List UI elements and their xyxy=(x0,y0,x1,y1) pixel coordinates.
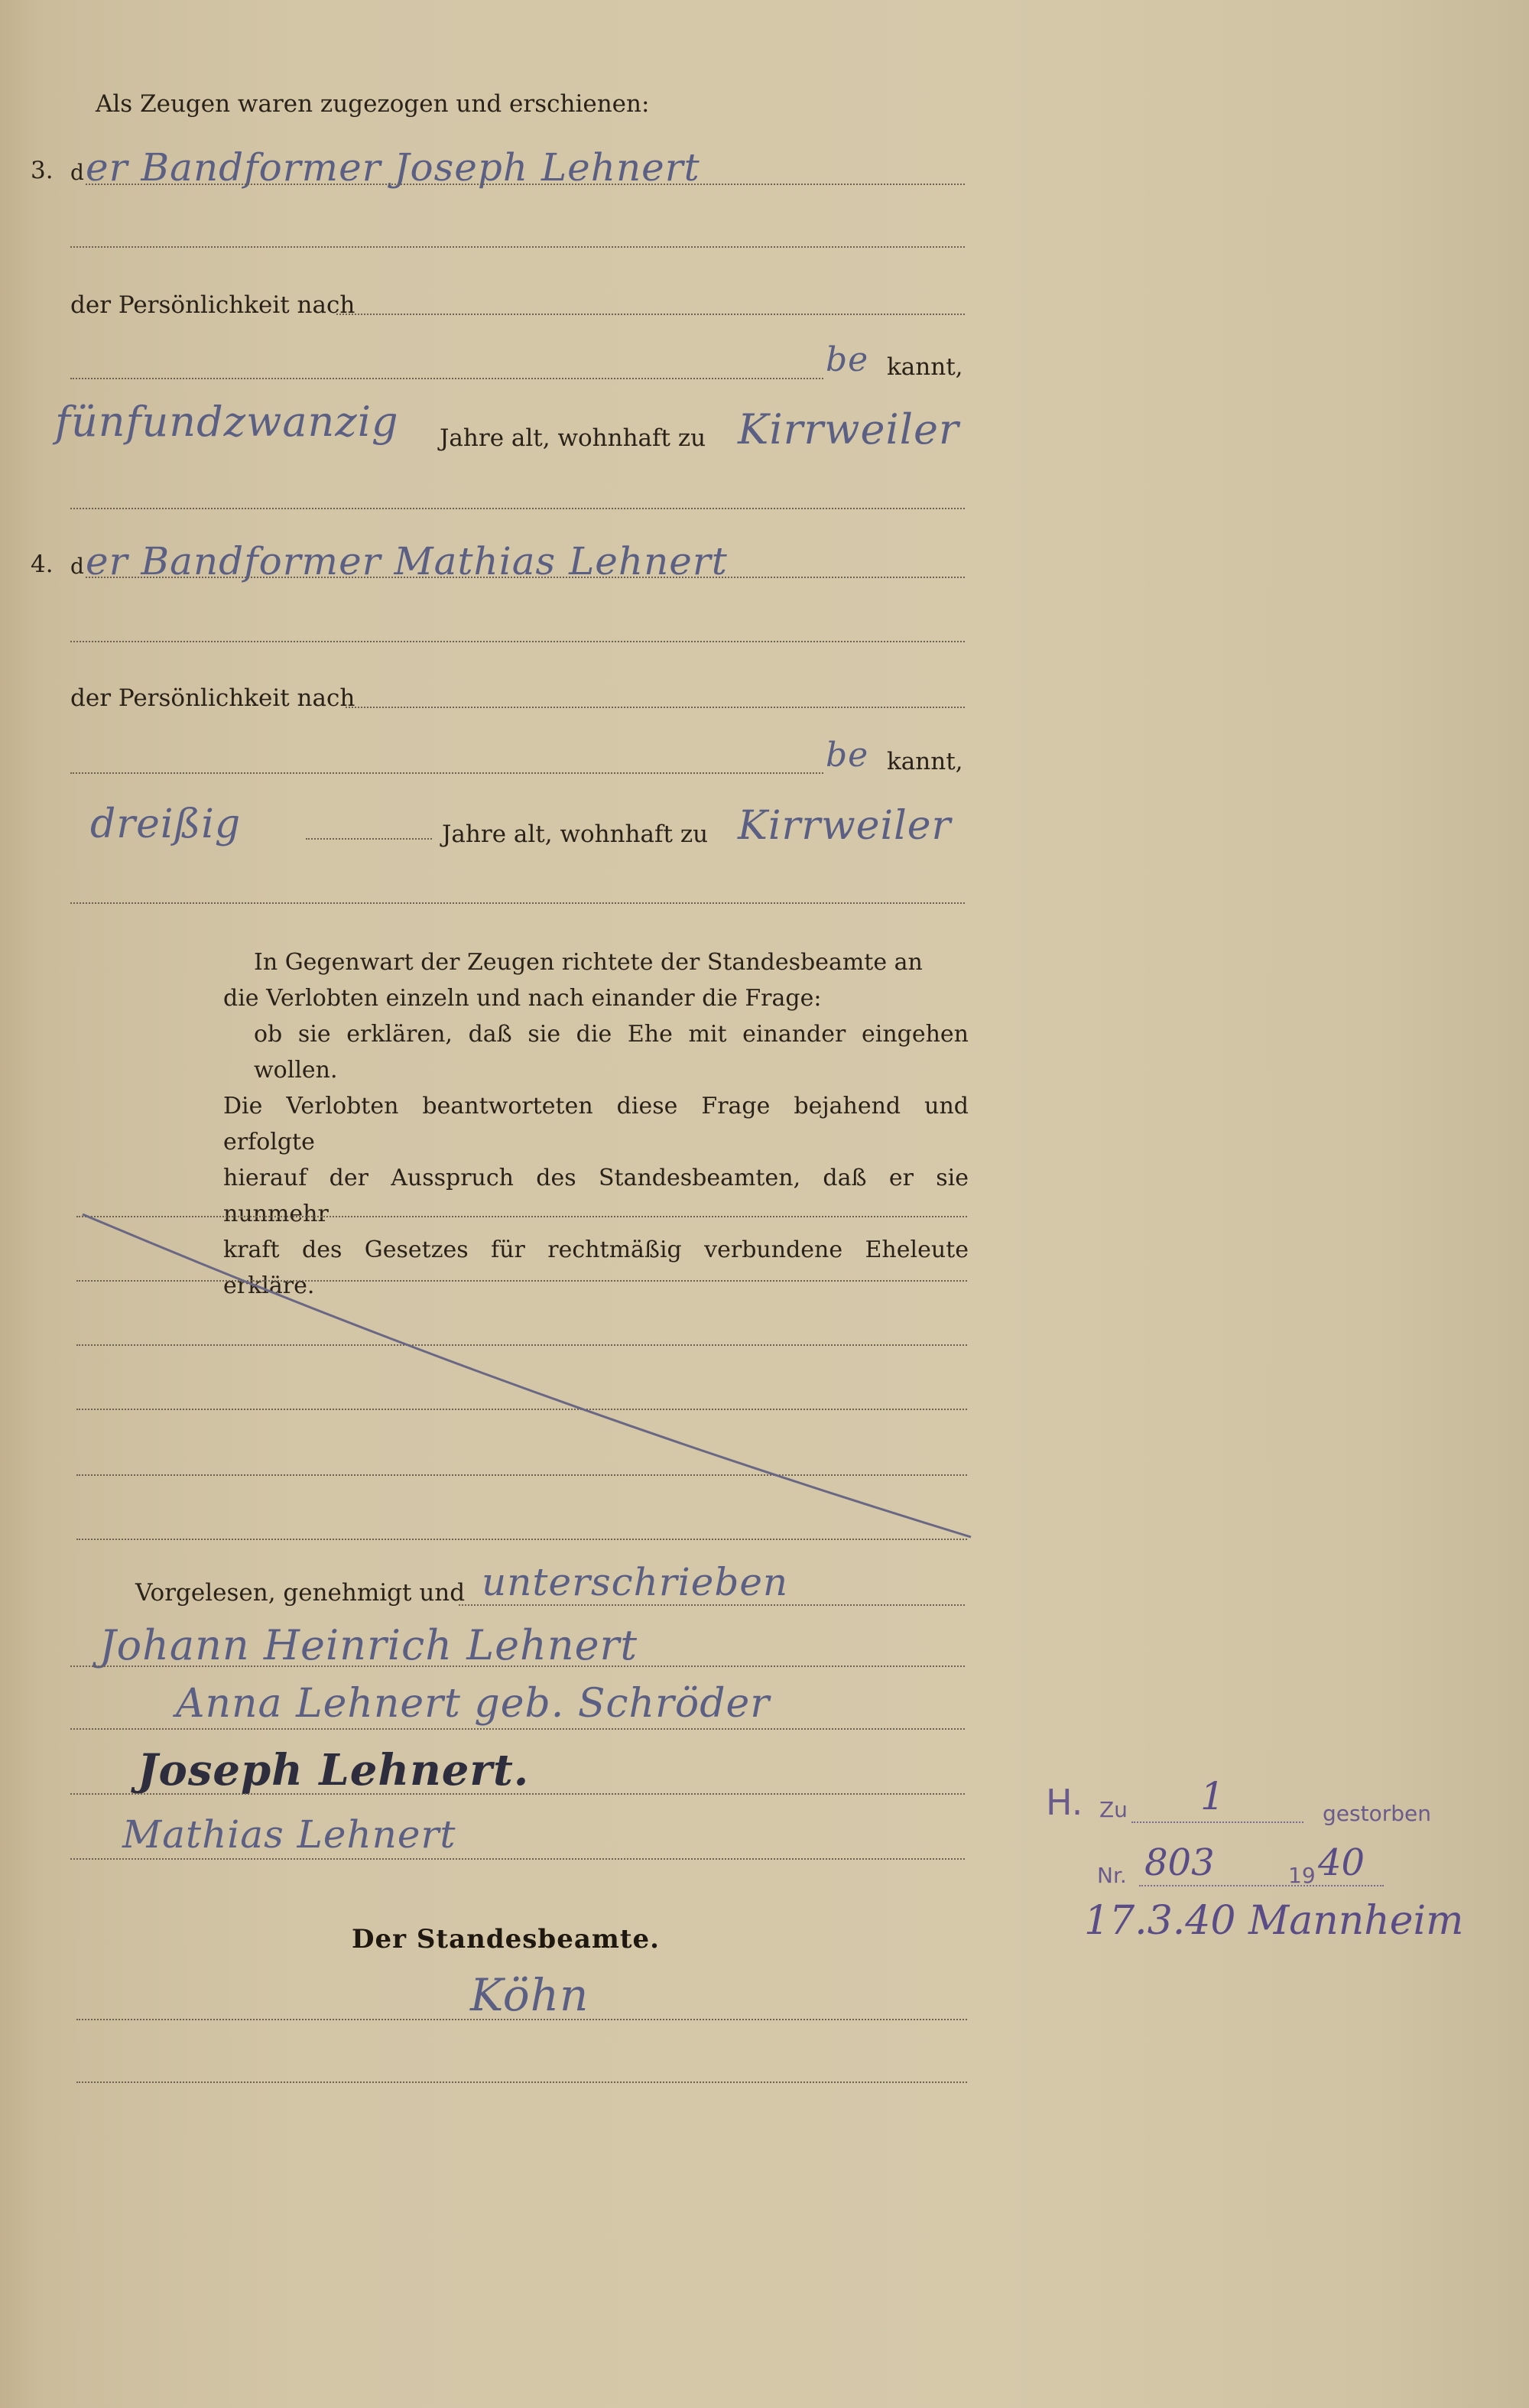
witness4-bekannt: be xyxy=(826,736,869,775)
margin-note-year-value: 40 xyxy=(1318,1841,1365,1884)
margin-note-year-prefix: 19 xyxy=(1288,1863,1316,1888)
margin-note-zu-value: 1 xyxy=(1200,1774,1225,1818)
witness3-bekannt: be xyxy=(826,340,869,379)
dotted-line xyxy=(70,1728,965,1730)
witness3-jahre-label: Jahre alt, wohnhaft zu xyxy=(440,424,706,452)
closing-label: Vorgelesen, genehmigt und xyxy=(135,1579,466,1607)
declaration-line: die Verlobten einzeln und nach einander die Frage: xyxy=(223,985,822,1012)
witness3-prefix: d xyxy=(70,160,84,185)
margin-note-nr-value: 803 xyxy=(1144,1841,1215,1884)
signature-3: Joseph Lehnert. xyxy=(138,1745,530,1795)
dotted-line xyxy=(70,1858,965,1860)
witness4-prefix: d xyxy=(70,554,84,579)
witness3-number: 3. xyxy=(31,157,54,184)
witness4-jahre-label: Jahre alt, wohnhaft zu xyxy=(442,821,709,848)
witness-heading: Als Zeugen waren zugezogen und erschienen: xyxy=(96,90,650,118)
margin-note-nr-label: Nr. xyxy=(1097,1863,1127,1888)
declaration-line: kraft des Gesetzes für rechtmäßig verbundene Eheleute erkläre. xyxy=(223,1236,969,1299)
registrar-title: Der Standesbeamte. xyxy=(352,1924,661,1955)
dotted-line xyxy=(1131,1821,1303,1823)
witness3-kannt-label: kannt, xyxy=(887,353,963,381)
witness3-persoenlichkeit-label: der Persönlichkeit nach xyxy=(70,291,355,319)
declaration-line: hierauf der Ausspruch des Standesbeamten, daß er sie nunmehr xyxy=(223,1165,969,1227)
declaration-line: ob sie erklären, daß sie die Ehe mit einander eingehen wollen. xyxy=(254,1021,969,1084)
dotted-line xyxy=(459,1604,965,1606)
witness4-kannt-label: kannt, xyxy=(887,748,963,775)
signature-4: Mathias Lehnert xyxy=(122,1812,456,1857)
signature-1: Johann Heinrich Lehnert xyxy=(99,1621,638,1669)
dotted-line xyxy=(76,2019,967,2020)
margin-note-gestorben-label: gestorben xyxy=(1323,1801,1431,1826)
witness3-name: er Bandformer Joseph Lehnert xyxy=(86,145,700,190)
declaration-line: In Gegenwart der Zeugen richtete der Standesbeamte an xyxy=(254,949,923,976)
margin-note-letter: H. xyxy=(1046,1782,1083,1823)
dotted-line xyxy=(1139,1885,1384,1886)
witness3-residence: Kirrweiler xyxy=(738,405,959,453)
diagonal-stroke xyxy=(83,1214,971,1537)
margin-note-zu-label: Zu xyxy=(1099,1797,1128,1822)
witness3-age: fünfundzwanzig xyxy=(55,398,399,446)
dotted-line xyxy=(70,1665,965,1667)
registrar-signature: Köhn xyxy=(470,1969,589,2021)
witness4-age: dreißig xyxy=(90,801,242,847)
closing-handwritten: unterschrieben xyxy=(482,1560,789,1604)
witness4-residence: Kirrweiler xyxy=(738,803,952,849)
dotted-line xyxy=(76,2081,967,2083)
witness4-persoenlichkeit-label: der Persönlichkeit nach xyxy=(70,684,355,712)
witness4-name: er Bandformer Mathias Lehnert xyxy=(86,539,728,583)
margin-note-date-place: 17.3.40 Mannheim xyxy=(1084,1898,1464,1944)
declaration-line: Die Verlobten beantworteten diese Frage bejahend und erfolgte xyxy=(223,1093,969,1155)
witness4-number: 4. xyxy=(31,551,54,578)
signature-2: Anna Lehnert geb. Schröder xyxy=(176,1681,771,1727)
dotted-line xyxy=(70,1793,965,1795)
